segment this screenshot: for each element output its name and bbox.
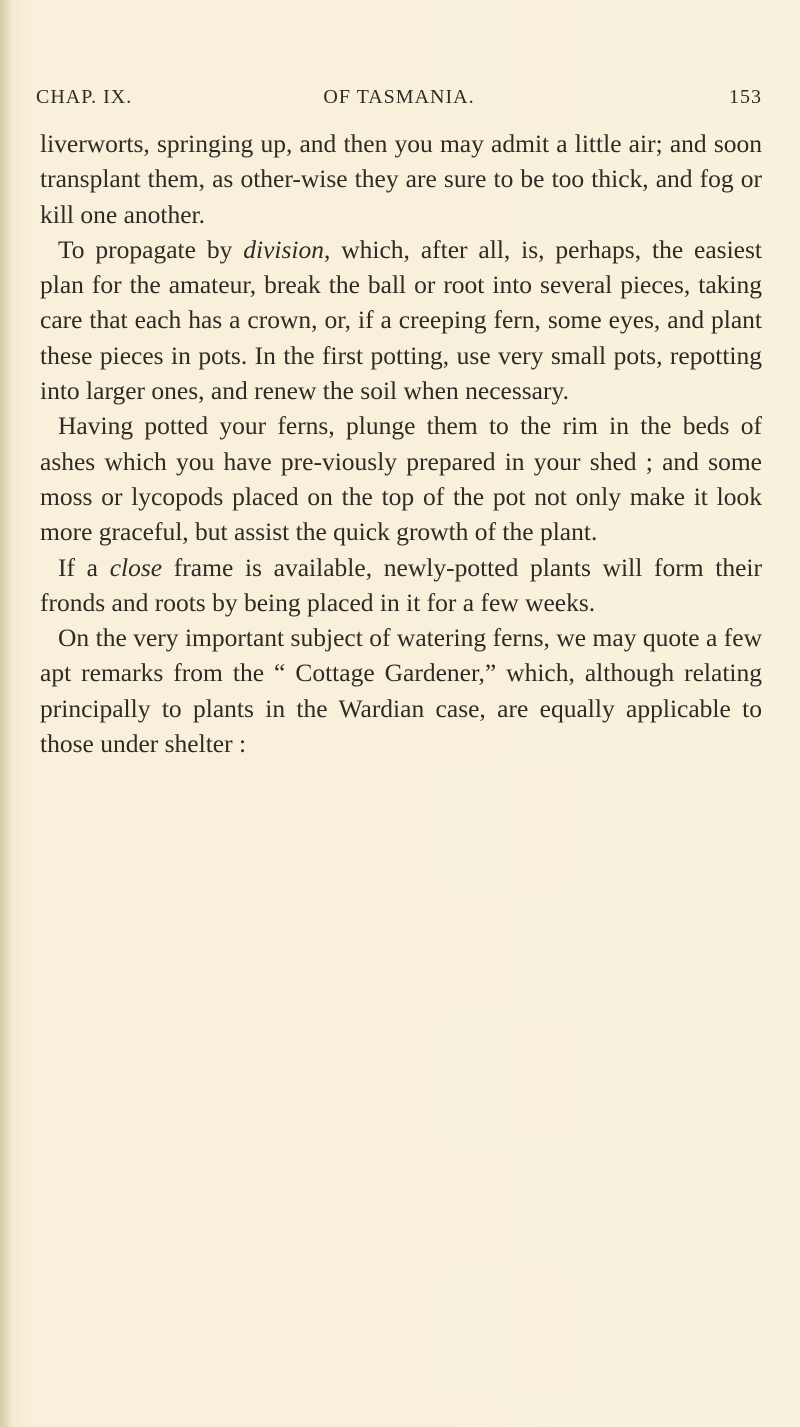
paragraph-4-start: If a [58, 552, 110, 582]
paragraph-2-emphasis: division [243, 234, 324, 264]
paragraph-5: On the very important subject of watering ferns, we may quote a few apt remarks from the “ Cottage Gardener,” which, although relating principally to plants in the Wardian case, are equally applicable to those under shelter : [40, 623, 762, 759]
paragraph-2-start: To propagate by [58, 234, 244, 264]
chapter-label: CHAP. IX. [36, 86, 133, 108]
paragraph-4-rest: frame is available, newly-potted plants will form their fronds and roots by being placed in it for a few weeks. [40, 552, 762, 617]
body-text [40, 126, 762, 761]
paragraph-4 [40, 550, 762, 621]
paragraph-2 [40, 232, 762, 408]
paragraph-2-rest: , which, after all, is, perhaps, the easiest plan for the amateur, break the ball or root into several pieces, taking care that each has a crown, or, if a creeping fern, some eyes, and plant these pieces in pots. In the first potting, use very small pots, repotting into larger ones, and renew the soil when necessary. [40, 234, 762, 406]
page-gutter-shadow [0, 0, 12, 1427]
paragraph-4-emphasis: close [109, 552, 163, 582]
paragraph-3: Having potted your ferns, plunge them to the rim in the beds of ashes which you have pre-viously prepared in your shed ; and some moss or lycopods placed on the top of the pot not only make it look more graceful, but assist the quick growth of the plant. [40, 411, 762, 547]
running-title: OF TASMANIA. [323, 86, 475, 108]
paragraph-1: liverworts, springing up, and then you may admit a little air; and soon transplant them, as other-wise they are sure to be too thick, and fog or kill one another. [40, 129, 762, 229]
page-number: 153 [729, 86, 762, 108]
running-header [36, 86, 762, 112]
